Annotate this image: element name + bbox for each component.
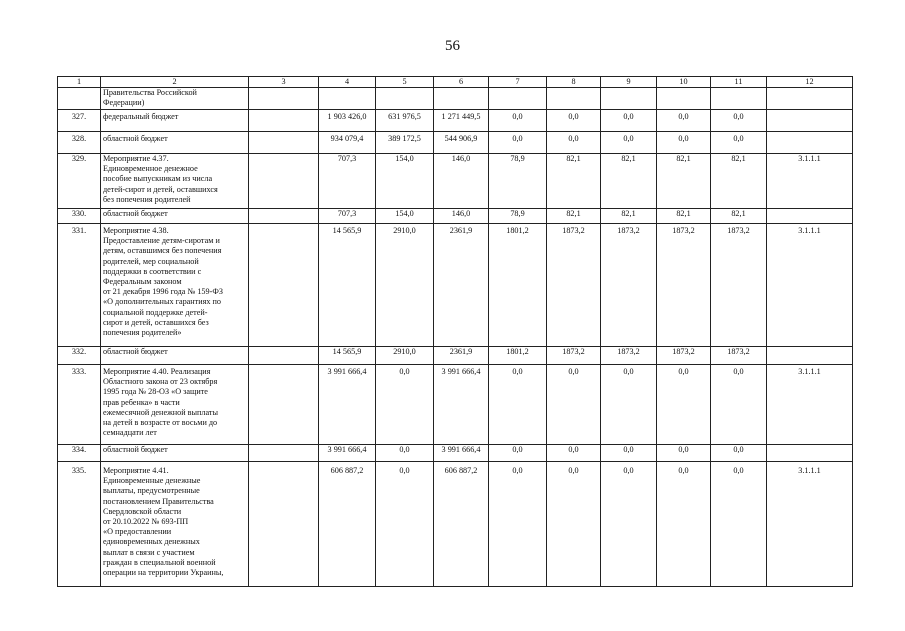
- column-header: 5: [376, 77, 434, 88]
- table-row: [58, 88, 853, 110]
- amount-cell: 1873,2: [657, 347, 711, 365]
- description-cell: Мероприятие 4.38. Предоставление детям-сиротам и детям, оставшимся без попечения родителей, мер социальной поддержки в соответствии с Федеральным законом от 21 декабря 1996 года № 159-ФЗ «О дополнительных гарантиях по социальной поддержке детей- сирот и детей, оставшихся без попечения родителей»: [101, 224, 249, 347]
- table-row: [58, 224, 853, 347]
- amount-cell: 0,0: [489, 365, 547, 445]
- table-row: [58, 445, 853, 462]
- description-cell: Мероприятие 4.41. Единовременные денежные выплаты, предусмотренные постановлением Правительства Свердловской области от 20.10.2022 № 693-ПП «О предоставлении единовременных денежных выплат в связи с участием граждан в специальной военной операции на территории Украины,: [101, 462, 249, 587]
- table-row: [58, 209, 853, 224]
- row-number-cell: 329.: [58, 154, 101, 209]
- amount-cell: 0,0: [711, 110, 767, 132]
- amount-cell: 606 887,2: [319, 462, 376, 587]
- amount-cell: 1873,2: [711, 347, 767, 365]
- table-row: [58, 347, 853, 365]
- table-body: [58, 88, 853, 587]
- amount-cell: [434, 88, 489, 110]
- description-cell: областной бюджет: [101, 445, 249, 462]
- amount-cell: 0,0: [601, 445, 657, 462]
- amount-cell: 78,9: [489, 209, 547, 224]
- target-code-cell: 3.1.1.1: [767, 224, 853, 347]
- target-code-cell: 3.1.1.1: [767, 154, 853, 209]
- description-cell: федеральный бюджет: [101, 110, 249, 132]
- amount-cell: 0,0: [547, 445, 601, 462]
- table-row: [58, 132, 853, 154]
- row-number-cell: 334.: [58, 445, 101, 462]
- row-number-cell: 328.: [58, 132, 101, 154]
- amount-cell: [319, 88, 376, 110]
- amount-cell: 1801,2: [489, 224, 547, 347]
- amount-cell: 82,1: [657, 154, 711, 209]
- amount-cell: 0,0: [547, 462, 601, 587]
- amount-cell: 2361,9: [434, 347, 489, 365]
- amount-cell: 0,0: [601, 132, 657, 154]
- amount-cell: 0,0: [489, 462, 547, 587]
- amount-cell: 1873,2: [547, 347, 601, 365]
- row-number-cell: 335.: [58, 462, 101, 587]
- empty-cell: [249, 445, 319, 462]
- amount-cell: 606 887,2: [434, 462, 489, 587]
- column-header: 4: [319, 77, 376, 88]
- amount-cell: [711, 88, 767, 110]
- amount-cell: 154,0: [376, 209, 434, 224]
- amount-cell: 1873,2: [711, 224, 767, 347]
- amount-cell: 3 991 666,4: [319, 445, 376, 462]
- column-header: 7: [489, 77, 547, 88]
- amount-cell: 934 079,4: [319, 132, 376, 154]
- amount-cell: 0,0: [657, 132, 711, 154]
- amount-cell: 0,0: [711, 365, 767, 445]
- target-code-cell: [767, 132, 853, 154]
- description-cell: Мероприятие 4.40. Реализация Областного закона от 23 октября 1995 года № 28-ОЗ «О защите прав ребенка» в части ежемесячной денежной выплаты на детей в возрасте от восьми до семнадцати лет: [101, 365, 249, 445]
- amount-cell: 82,1: [601, 154, 657, 209]
- amount-cell: 1801,2: [489, 347, 547, 365]
- amount-cell: 0,0: [547, 110, 601, 132]
- amount-cell: 0,0: [489, 445, 547, 462]
- description-cell: областной бюджет: [101, 132, 249, 154]
- target-code-cell: [767, 209, 853, 224]
- target-code-cell: [767, 110, 853, 132]
- amount-cell: 0,0: [601, 110, 657, 132]
- amount-cell: 2910,0: [376, 224, 434, 347]
- amount-cell: [547, 88, 601, 110]
- amount-cell: 707,3: [319, 209, 376, 224]
- description-cell: областной бюджет: [101, 209, 249, 224]
- target-code-cell: 3.1.1.1: [767, 462, 853, 587]
- empty-cell: [249, 209, 319, 224]
- amount-cell: 82,1: [657, 209, 711, 224]
- table-row: [58, 110, 853, 132]
- description-cell: Мероприятие 4.37. Единовременное денежное пособие выпускникам из числа детей-сирот и детей, оставшихся без попечения родителей: [101, 154, 249, 209]
- amount-cell: 0,0: [657, 462, 711, 587]
- amount-cell: 1873,2: [601, 224, 657, 347]
- amount-cell: 0,0: [657, 110, 711, 132]
- page-number: 56: [445, 38, 460, 54]
- amount-cell: 14 565,9: [319, 347, 376, 365]
- amount-cell: 82,1: [547, 154, 601, 209]
- empty-cell: [249, 110, 319, 132]
- amount-cell: 3 991 666,4: [434, 365, 489, 445]
- column-header: 9: [601, 77, 657, 88]
- row-number-cell: 331.: [58, 224, 101, 347]
- description-cell: Правительства Российской Федерации): [101, 88, 249, 110]
- target-code-cell: [767, 445, 853, 462]
- table-row: [58, 365, 853, 445]
- amount-cell: 3 991 666,4: [319, 365, 376, 445]
- amount-cell: 154,0: [376, 154, 434, 209]
- amount-cell: 0,0: [657, 445, 711, 462]
- amount-cell: 146,0: [434, 154, 489, 209]
- empty-cell: [249, 462, 319, 587]
- amount-cell: 707,3: [319, 154, 376, 209]
- column-header: 6: [434, 77, 489, 88]
- column-header: 1: [58, 77, 101, 88]
- table-row: [58, 462, 853, 587]
- amount-cell: 0,0: [547, 365, 601, 445]
- table-row: [58, 154, 853, 209]
- column-header: 11: [711, 77, 767, 88]
- amount-cell: 82,1: [711, 154, 767, 209]
- amount-cell: [489, 88, 547, 110]
- amount-cell: 0,0: [489, 132, 547, 154]
- amount-cell: 1873,2: [547, 224, 601, 347]
- target-code-cell: 3.1.1.1: [767, 365, 853, 445]
- amount-cell: 2910,0: [376, 347, 434, 365]
- empty-cell: [249, 365, 319, 445]
- amount-cell: 82,1: [547, 209, 601, 224]
- amount-cell: 78,9: [489, 154, 547, 209]
- amount-cell: 0,0: [601, 365, 657, 445]
- column-header: 3: [249, 77, 319, 88]
- amount-cell: 0,0: [547, 132, 601, 154]
- amount-cell: 0,0: [601, 462, 657, 587]
- row-number-cell: 330.: [58, 209, 101, 224]
- amount-cell: [376, 88, 434, 110]
- column-header: 10: [657, 77, 711, 88]
- budget-table: [57, 76, 853, 587]
- empty-cell: [249, 88, 319, 110]
- amount-cell: 146,0: [434, 209, 489, 224]
- amount-cell: 0,0: [376, 462, 434, 587]
- row-number-cell: 327.: [58, 110, 101, 132]
- amount-cell: 0,0: [657, 365, 711, 445]
- amount-cell: [601, 88, 657, 110]
- amount-cell: 82,1: [601, 209, 657, 224]
- amount-cell: 1 903 426,0: [319, 110, 376, 132]
- amount-cell: 0,0: [376, 365, 434, 445]
- amount-cell: 0,0: [376, 445, 434, 462]
- empty-cell: [249, 224, 319, 347]
- column-header: 8: [547, 77, 601, 88]
- amount-cell: 544 906,9: [434, 132, 489, 154]
- amount-cell: 389 172,5: [376, 132, 434, 154]
- column-header: 2: [101, 77, 249, 88]
- row-number-cell: 333.: [58, 365, 101, 445]
- column-header: 12: [767, 77, 853, 88]
- empty-cell: [249, 132, 319, 154]
- amount-cell: 1 271 449,5: [434, 110, 489, 132]
- target-code-cell: [767, 88, 853, 110]
- amount-cell: 2361,9: [434, 224, 489, 347]
- amount-cell: 82,1: [711, 209, 767, 224]
- amount-cell: 3 991 666,4: [434, 445, 489, 462]
- amount-cell: 14 565,9: [319, 224, 376, 347]
- empty-cell: [249, 154, 319, 209]
- description-cell: областной бюджет: [101, 347, 249, 365]
- amount-cell: 1873,2: [657, 224, 711, 347]
- amount-cell: 631 976,5: [376, 110, 434, 132]
- amount-cell: 1873,2: [601, 347, 657, 365]
- row-number-cell: [58, 88, 101, 110]
- amount-cell: 0,0: [711, 462, 767, 587]
- empty-cell: [249, 347, 319, 365]
- amount-cell: 0,0: [711, 445, 767, 462]
- row-number-cell: 332.: [58, 347, 101, 365]
- target-code-cell: [767, 347, 853, 365]
- amount-cell: 0,0: [711, 132, 767, 154]
- table-header-row: [58, 77, 853, 88]
- amount-cell: [657, 88, 711, 110]
- amount-cell: 0,0: [489, 110, 547, 132]
